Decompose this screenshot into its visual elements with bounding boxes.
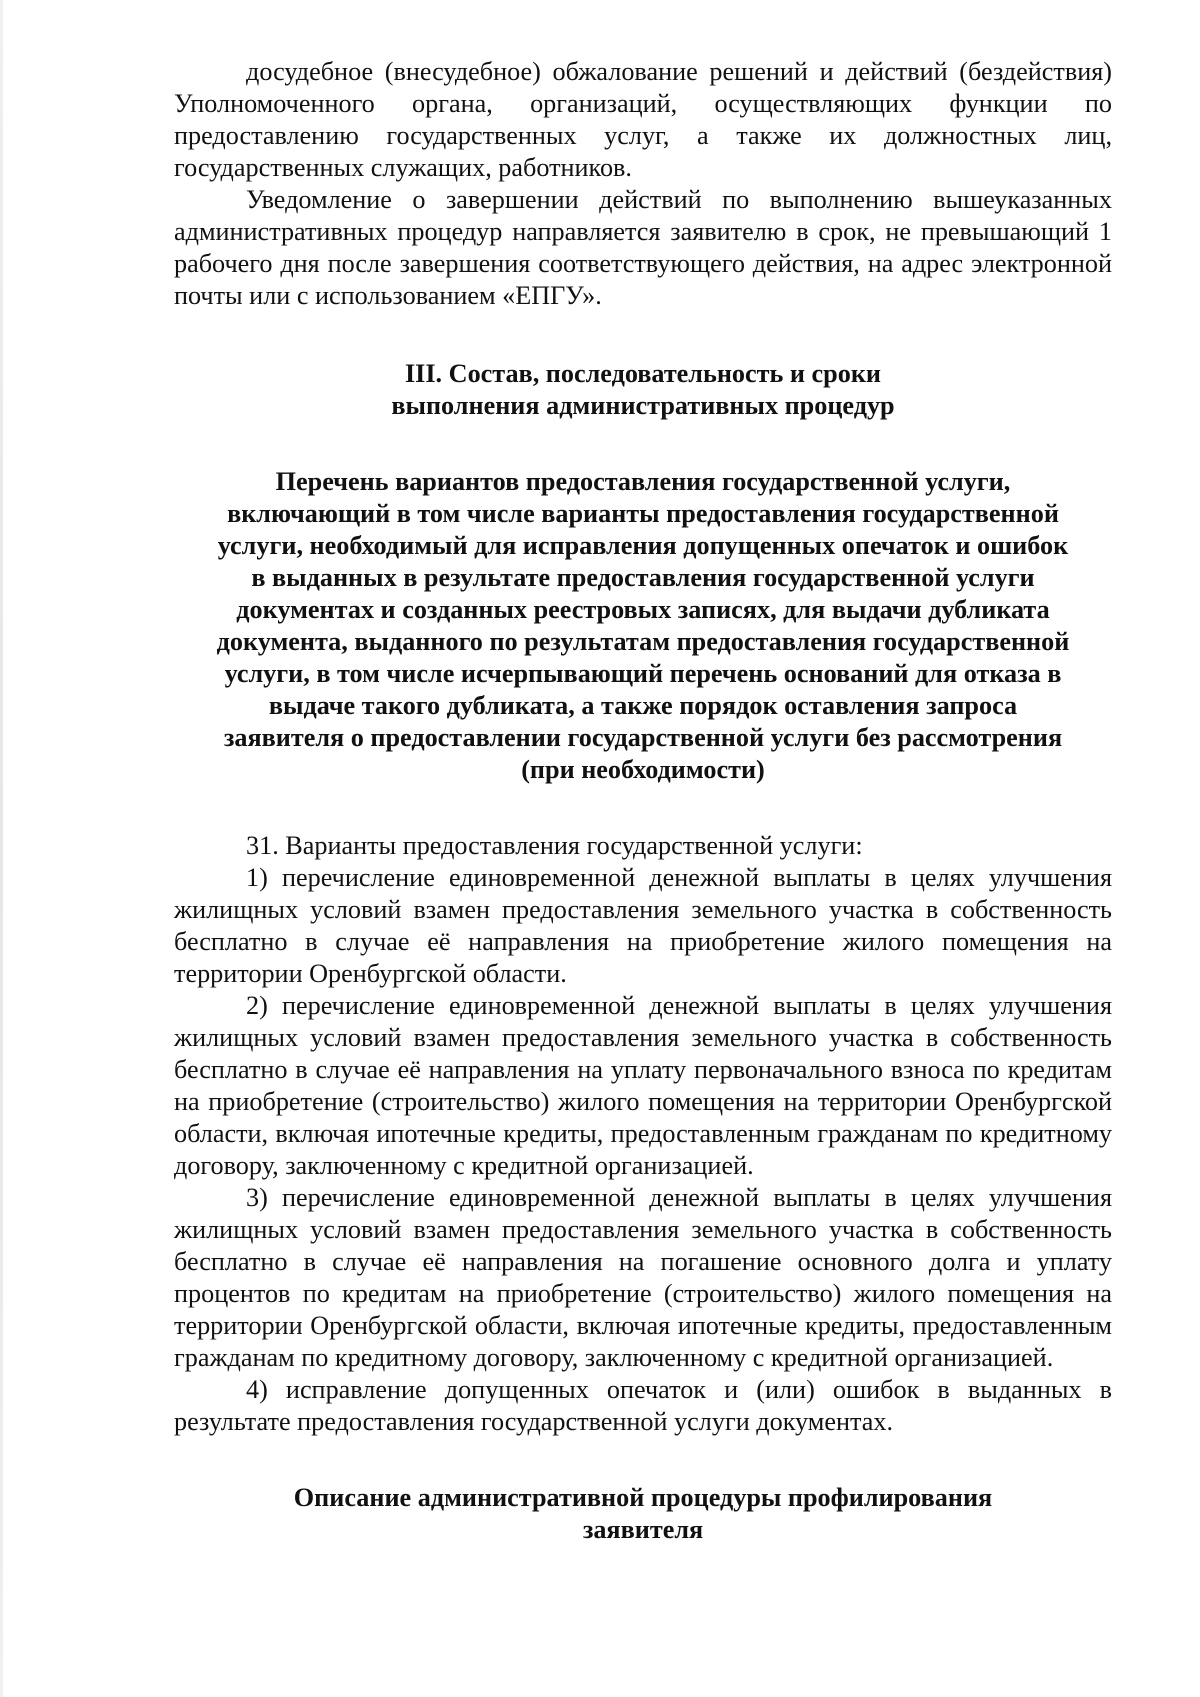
document-page (174, 56, 1112, 1546)
profiling-heading-line-2: заявителя (582, 1515, 704, 1544)
subsection-heading-line: выдаче такого дубликата, а также порядок оставления запроса (268, 691, 1018, 720)
subsection-heading-line: услуги, в том числе исчерпывающий перечень оснований для отказа в (224, 659, 1062, 688)
variant-item-4: 4) исправление допущенных опечаток и (или) ошибок в выданных в результате предоставления государственной услуги документах. (174, 1375, 1112, 1436)
variant-item-1: 1) перечисление единовременной денежной выплаты в целях улучшения жилищных условий взамен предоставления земельного участка в собственность бесплатно в случае её направления на приобретение жилого помещения на территории Оренбургской области. (174, 863, 1112, 988)
subsection-heading-line: документах и созданных реестровых записях, для выдачи дубликата (236, 595, 1050, 624)
scan-edge (0, 0, 3, 1697)
profiling-heading (174, 1482, 1112, 1546)
subsection-heading-line: (при необходимости) (521, 755, 765, 784)
subsection-heading (174, 466, 1112, 786)
variants-intro: 31. Варианты предоставления государственной услуги: (246, 831, 863, 860)
section-heading-line-1: III. Состав, последовательность и сроки (404, 359, 882, 388)
profiling-heading-line-1: Описание административной процедуры профилирования (293, 1483, 993, 1512)
variant-item-2: 2) перечисление единовременной денежной выплаты в целях улучшения жилищных условий взамен предоставления земельного участка в собственность бесплатно в случае её направления на уплату первоначального взноса по кредитам на приобретение (строительство) жилого помещения на территории Оренбургской области, включая ипотечные кредиты, предоставленным гражданам по кредитному договору, заключенному с кредитной организацией. (174, 991, 1112, 1180)
subsection-heading-line: Перечень вариантов предоставления государственной услуги, (275, 467, 1011, 496)
section-heading-line-2: выполнения административных процедур (391, 391, 895, 420)
section-heading (174, 358, 1112, 422)
variant-item-3: 3) перечисление единовременной денежной выплаты в целях улучшения жилищных условий взамен предоставления земельного участка в собственность бесплатно в случае её направления на погашение основного долга и уплату процентов по кредитам на приобретение (строительство) жилого помещения на территории Оренбургской области, включая ипотечные кредиты, предоставленным гражданам по кредитному договору, заключенному с кредитной организацией. (174, 1183, 1112, 1372)
intro-paragraph-2: Уведомление о завершении действий по выполнению вышеуказанных административных процедур направляется заявителю в срок, не превышающий 1 рабочего дня после завершения соответствующего действия, на адрес электронной почты или с использованием «ЕПГУ». (174, 185, 1112, 310)
intro-paragraph-1: досудебное (внесудебное) обжалование решений и действий (бездействия) Уполномоченного органа, организаций, осуществляющих функции по предоставлению государственных услуг, а также их должностных лиц, государственных служащих, работников. (174, 57, 1112, 182)
subsection-heading-line: в выданных в результате предоставления государственной услуги (251, 563, 1035, 592)
subsection-heading-line: заявителя о предоставлении государственной услуги без рассмотрения (223, 723, 1063, 752)
subsection-heading-line: услуги, необходимый для исправления допущенных опечаток и ошибок (217, 531, 1069, 560)
subsection-heading-line: включающий в том числе варианты предоставления государственной (227, 499, 1059, 528)
subsection-heading-line: документа, выданного по результатам предоставления государственной (216, 627, 1070, 656)
